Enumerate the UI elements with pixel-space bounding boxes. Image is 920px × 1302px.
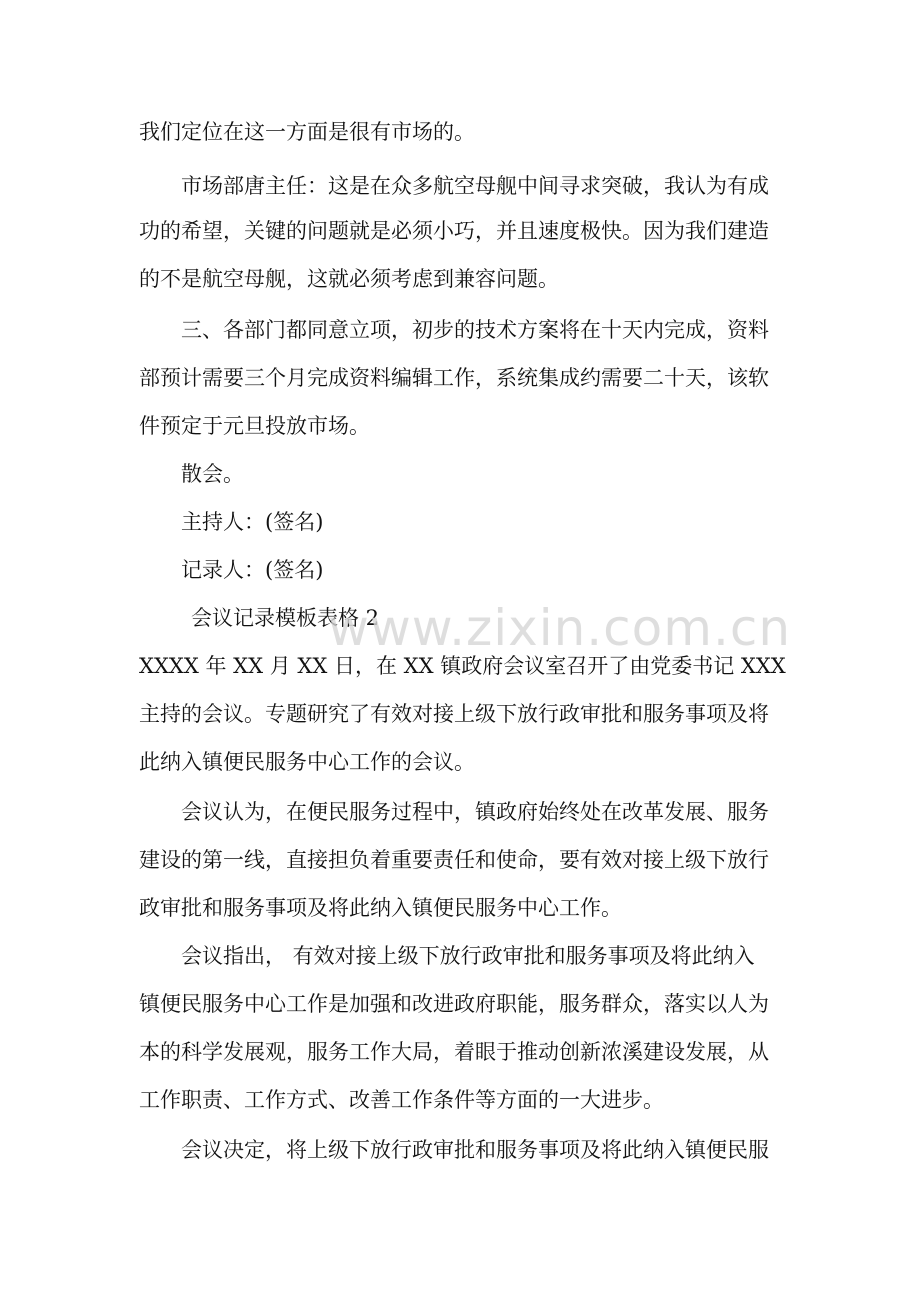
paragraph-line-19: 镇便民服务中心工作是加强和改进政府职能，服务群众，落实以人为 [139, 992, 769, 1016]
paragraph-line-16: 建设的第一线，直接担负着重要责任和使命，要有效对接上级下放行 [139, 848, 769, 872]
paragraph-line-13: 主持的会议。专题研究了有效对接上级下放行政审批和服务事项及将 [139, 702, 769, 726]
paragraph-line-1: 我们定位在这一方面是很有市场的。 [139, 120, 475, 144]
paragraph-line-17: 政审批和服务事项及将此纳入镇便民服务中心工作。 [139, 896, 622, 920]
paragraph-line-6: 部预计需要三个月完成资料编辑工作，系统集成约需要二十天，该软 [139, 366, 769, 390]
paragraph-line-7: 件预定于元旦投放市场。 [139, 414, 370, 438]
paragraph-line-22: 会议决定，将上级下放行政审批和服务事项及将此纳入镇便民服 [181, 1138, 769, 1162]
paragraph-line-10: 记录人：(签名) [181, 558, 324, 582]
paragraph-line-8: 散会。 [181, 462, 244, 486]
paragraph-line-14: 此纳入镇便民服务中心工作的会议。 [139, 750, 475, 774]
paragraph-line-12: XXXX 年 XX 月 XX 日，在 XX 镇政府会议室召开了由党委书记 XXX [139, 654, 786, 678]
paragraph-line-15: 会议认为，在便民服务过程中，镇政府始终处在改革发展、服务 [181, 800, 769, 824]
paragraph-line-3: 功的希望，关键的问题就是必须小巧，并且速度极快。因为我们建造 [139, 219, 769, 243]
paragraph-line-5: 三、各部门都同意立项，初步的技术方案将在十天内完成，资料 [181, 318, 769, 342]
watermark-text: www.zixin.com.cn [328, 599, 792, 657]
paragraph-line-9: 主持人：(签名) [181, 510, 324, 534]
paragraph-line-2: 市场部唐主任：这是在众多航空母舰中间寻求突破，我认为有成 [181, 174, 769, 198]
paragraph-line-21: 工作职责、工作方式、改善工作条件等方面的一大进步。 [139, 1088, 664, 1112]
paragraph-line-18: 会议指出， 有效对接上级下放行政审批和服务事项及将此纳入 [181, 944, 755, 968]
paragraph-line-4: 的不是航空母舰，这就必须考虑到兼容问题。 [139, 267, 559, 291]
paragraph-line-20: 本的科学发展观，服务工作大局，着眼于推动创新浓溪建设发展，从 [139, 1040, 769, 1064]
section-title: 会议记录模板表格 2 [191, 606, 380, 630]
